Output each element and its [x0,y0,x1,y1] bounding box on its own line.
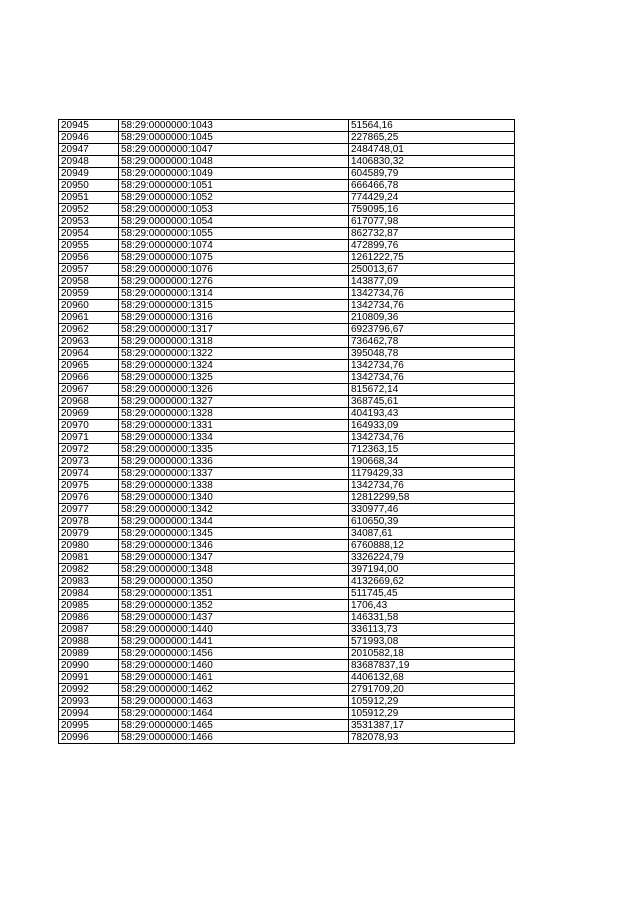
cadastral-number-cell: 58:29:0000000:1075 [119,252,349,264]
value-cell: 2010582,18 [349,648,515,660]
table-row [59,456,515,468]
row-number-cell: 20951 [59,192,119,204]
row-number-cell: 20986 [59,612,119,624]
value-cell: 1342734,76 [349,360,515,372]
table-row [59,576,515,588]
row-number-cell: 20965 [59,360,119,372]
row-number-cell: 20978 [59,516,119,528]
table-row [59,684,515,696]
value-cell: 1342734,76 [349,432,515,444]
row-number-cell: 20954 [59,228,119,240]
row-number-cell: 20964 [59,348,119,360]
table-row [59,420,515,432]
table-row [59,252,515,264]
value-cell: 210809,36 [349,312,515,324]
cadastral-number-cell: 58:29:0000000:1054 [119,216,349,228]
cadastral-number-cell: 58:29:0000000:1049 [119,168,349,180]
value-cell: 368745,61 [349,396,515,408]
row-number-cell: 20980 [59,540,119,552]
value-cell: 815672,14 [349,384,515,396]
table-row [59,240,515,252]
row-number-cell: 20992 [59,684,119,696]
table-row [59,648,515,660]
value-cell: 617077,98 [349,216,515,228]
value-cell: 105912,29 [349,696,515,708]
value-cell: 227865,25 [349,132,515,144]
row-number-cell: 20966 [59,372,119,384]
table-row [59,564,515,576]
value-cell: 712363,15 [349,444,515,456]
value-cell: 83687837,19 [349,660,515,672]
value-cell: 164933,09 [349,420,515,432]
cadastral-number-cell: 58:29:0000000:1463 [119,696,349,708]
table-row [59,144,515,156]
table-row [59,504,515,516]
value-cell: 862732,87 [349,228,515,240]
table-row [59,324,515,336]
table-row [59,348,515,360]
table-row [59,696,515,708]
row-number-cell: 20996 [59,732,119,744]
table-row [59,156,515,168]
table-row [59,660,515,672]
cadastral-number-cell: 58:29:0000000:1327 [119,396,349,408]
row-number-cell: 20972 [59,444,119,456]
value-cell: 3326224,79 [349,552,515,564]
row-number-cell: 20973 [59,456,119,468]
table-row [59,444,515,456]
table-row [59,384,515,396]
cadastral-number-cell: 58:29:0000000:1334 [119,432,349,444]
table-row [59,516,515,528]
table-row [59,180,515,192]
cadastral-number-cell: 58:29:0000000:1465 [119,720,349,732]
cadastral-number-cell: 58:29:0000000:1325 [119,372,349,384]
value-cell: 146331,58 [349,612,515,624]
cadastral-number-cell: 58:29:0000000:1331 [119,420,349,432]
table-row [59,672,515,684]
value-cell: 759095,16 [349,204,515,216]
row-number-cell: 20987 [59,624,119,636]
cadastral-number-cell: 58:29:0000000:1441 [119,636,349,648]
row-number-cell: 20977 [59,504,119,516]
row-number-cell: 20979 [59,528,119,540]
cadastral-number-cell: 58:29:0000000:1466 [119,732,349,744]
row-number-cell: 20988 [59,636,119,648]
cadastral-number-cell: 58:29:0000000:1052 [119,192,349,204]
table-row [59,288,515,300]
table-row [59,228,515,240]
cadastral-number-cell: 58:29:0000000:1350 [119,576,349,588]
table-row [59,216,515,228]
value-cell: 395048,78 [349,348,515,360]
cadastral-number-cell: 58:29:0000000:1055 [119,228,349,240]
cadastral-number-cell: 58:29:0000000:1338 [119,480,349,492]
row-number-cell: 20976 [59,492,119,504]
value-cell: 736462,78 [349,336,515,348]
row-number-cell: 20960 [59,300,119,312]
value-cell: 404193,43 [349,408,515,420]
table-row [59,528,515,540]
row-number-cell: 20969 [59,408,119,420]
data-table [58,119,515,744]
table-row [59,396,515,408]
row-number-cell: 20989 [59,648,119,660]
table-row [59,204,515,216]
value-cell: 34087,61 [349,528,515,540]
value-cell: 1342734,76 [349,480,515,492]
cadastral-number-cell: 58:29:0000000:1462 [119,684,349,696]
value-cell: 143877,09 [349,276,515,288]
table-row [59,612,515,624]
table-row [59,312,515,324]
value-cell: 330977,46 [349,504,515,516]
cadastral-number-cell: 58:29:0000000:1051 [119,180,349,192]
row-number-cell: 20956 [59,252,119,264]
table-row [59,132,515,144]
cadastral-number-cell: 58:29:0000000:1074 [119,240,349,252]
row-number-cell: 20959 [59,288,119,300]
value-cell: 1342734,76 [349,300,515,312]
row-number-cell: 20946 [59,132,119,144]
value-cell: 1179429,33 [349,468,515,480]
cadastral-number-cell: 58:29:0000000:1342 [119,504,349,516]
table-row [59,408,515,420]
cadastral-number-cell: 58:29:0000000:1047 [119,144,349,156]
row-number-cell: 20981 [59,552,119,564]
cadastral-number-cell: 58:29:0000000:1347 [119,552,349,564]
cadastral-number-cell: 58:29:0000000:1337 [119,468,349,480]
cadastral-number-cell: 58:29:0000000:1437 [119,612,349,624]
table-body [59,120,515,744]
value-cell: 12812299,58 [349,492,515,504]
cadastral-number-cell: 58:29:0000000:1351 [119,588,349,600]
row-number-cell: 20990 [59,660,119,672]
table-row [59,600,515,612]
cadastral-number-cell: 58:29:0000000:1460 [119,660,349,672]
value-cell: 472899,76 [349,240,515,252]
row-number-cell: 20985 [59,600,119,612]
cadastral-number-cell: 58:29:0000000:1336 [119,456,349,468]
value-cell: 1706,43 [349,600,515,612]
value-cell: 610650,39 [349,516,515,528]
row-number-cell: 20993 [59,696,119,708]
table-row [59,276,515,288]
row-number-cell: 20948 [59,156,119,168]
value-cell: 1261222,75 [349,252,515,264]
row-number-cell: 20968 [59,396,119,408]
row-number-cell: 20945 [59,120,119,132]
value-cell: 3531387,17 [349,720,515,732]
row-number-cell: 20995 [59,720,119,732]
value-cell: 336113,73 [349,624,515,636]
cadastral-number-cell: 58:29:0000000:1326 [119,384,349,396]
table-row [59,732,515,744]
table-row [59,360,515,372]
cadastral-number-cell: 58:29:0000000:1322 [119,348,349,360]
table-row [59,480,515,492]
value-cell: 1342734,76 [349,288,515,300]
value-cell: 511745,45 [349,588,515,600]
value-cell: 4132669,62 [349,576,515,588]
value-cell: 4406132,68 [349,672,515,684]
table-row [59,372,515,384]
row-number-cell: 20963 [59,336,119,348]
value-cell: 666466,78 [349,180,515,192]
row-number-cell: 20950 [59,180,119,192]
row-number-cell: 20958 [59,276,119,288]
cadastral-number-cell: 58:29:0000000:1348 [119,564,349,576]
row-number-cell: 20952 [59,204,119,216]
table-row [59,192,515,204]
cadastral-number-cell: 58:29:0000000:1076 [119,264,349,276]
row-number-cell: 20983 [59,576,119,588]
cadastral-number-cell: 58:29:0000000:1314 [119,288,349,300]
table-row [59,492,515,504]
table-row [59,336,515,348]
value-cell: 6760888,12 [349,540,515,552]
cadastral-number-cell: 58:29:0000000:1045 [119,132,349,144]
cadastral-number-cell: 58:29:0000000:1456 [119,648,349,660]
cadastral-number-cell: 58:29:0000000:1440 [119,624,349,636]
cadastral-number-cell: 58:29:0000000:1048 [119,156,349,168]
cadastral-number-cell: 58:29:0000000:1340 [119,492,349,504]
row-number-cell: 20982 [59,564,119,576]
value-cell: 250013,67 [349,264,515,276]
table-row [59,468,515,480]
table-row [59,720,515,732]
cadastral-number-cell: 58:29:0000000:1344 [119,516,349,528]
cadastral-number-cell: 58:29:0000000:1352 [119,600,349,612]
table-row [59,300,515,312]
row-number-cell: 20991 [59,672,119,684]
table-row [59,168,515,180]
cadastral-number-cell: 58:29:0000000:1317 [119,324,349,336]
row-number-cell: 20953 [59,216,119,228]
value-cell: 2791709,20 [349,684,515,696]
cadastral-number-cell: 58:29:0000000:1318 [119,336,349,348]
cadastral-number-cell: 58:29:0000000:1053 [119,204,349,216]
row-number-cell: 20984 [59,588,119,600]
table-row [59,708,515,720]
table-row [59,432,515,444]
value-cell: 51564,16 [349,120,515,132]
value-cell: 2484748,01 [349,144,515,156]
cadastral-number-cell: 58:29:0000000:1328 [119,408,349,420]
row-number-cell: 20947 [59,144,119,156]
row-number-cell: 20974 [59,468,119,480]
row-number-cell: 20994 [59,708,119,720]
cadastral-number-cell: 58:29:0000000:1335 [119,444,349,456]
table-row [59,552,515,564]
row-number-cell: 20970 [59,420,119,432]
value-cell: 6923796,67 [349,324,515,336]
cadastral-number-cell: 58:29:0000000:1324 [119,360,349,372]
value-cell: 190668,34 [349,456,515,468]
cadastral-number-cell: 58:29:0000000:1315 [119,300,349,312]
cadastral-number-cell: 58:29:0000000:1464 [119,708,349,720]
cadastral-number-cell: 58:29:0000000:1276 [119,276,349,288]
row-number-cell: 20975 [59,480,119,492]
value-cell: 571993,08 [349,636,515,648]
value-cell: 105912,29 [349,708,515,720]
cadastral-number-cell: 58:29:0000000:1345 [119,528,349,540]
row-number-cell: 20971 [59,432,119,444]
table-row [59,588,515,600]
cadastral-number-cell: 58:29:0000000:1461 [119,672,349,684]
table-row [59,264,515,276]
table-row [59,624,515,636]
row-number-cell: 20961 [59,312,119,324]
row-number-cell: 20955 [59,240,119,252]
table-row [59,636,515,648]
cadastral-number-cell: 58:29:0000000:1346 [119,540,349,552]
row-number-cell: 20949 [59,168,119,180]
value-cell: 604589,79 [349,168,515,180]
cadastral-number-cell: 58:29:0000000:1043 [119,120,349,132]
table-row [59,540,515,552]
value-cell: 397194,00 [349,564,515,576]
row-number-cell: 20962 [59,324,119,336]
table-row [59,120,515,132]
value-cell: 782078,93 [349,732,515,744]
value-cell: 774429,24 [349,192,515,204]
cadastral-number-cell: 58:29:0000000:1316 [119,312,349,324]
value-cell: 1342734,76 [349,372,515,384]
value-cell: 1406830,32 [349,156,515,168]
row-number-cell: 20957 [59,264,119,276]
row-number-cell: 20967 [59,384,119,396]
